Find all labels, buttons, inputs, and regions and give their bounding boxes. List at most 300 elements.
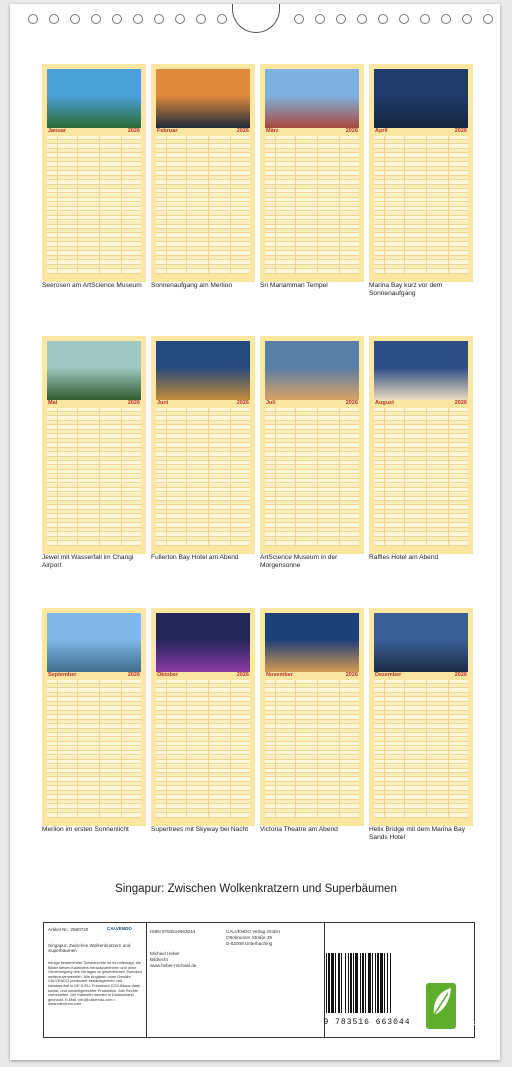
day-row bbox=[156, 145, 250, 149]
day-row bbox=[156, 221, 250, 225]
day-row bbox=[265, 207, 359, 211]
publisher-name: CALVENDO Verlag GmbH bbox=[226, 929, 280, 934]
barcode-bar bbox=[360, 953, 361, 1013]
barcode-bar bbox=[372, 953, 373, 1013]
month-year: 2026 bbox=[236, 400, 249, 406]
day-row bbox=[156, 430, 250, 434]
day-row bbox=[265, 221, 359, 225]
day-row bbox=[374, 435, 468, 439]
day-row bbox=[265, 247, 359, 251]
day-row bbox=[374, 444, 468, 448]
day-row bbox=[374, 510, 468, 514]
day-row bbox=[156, 181, 250, 185]
day-row bbox=[156, 163, 250, 167]
day-row bbox=[156, 756, 250, 760]
day-row bbox=[156, 800, 250, 804]
day-row bbox=[265, 145, 359, 149]
day-row bbox=[374, 475, 468, 479]
day-row bbox=[47, 493, 141, 497]
month-name: Dezember bbox=[375, 672, 402, 678]
day-row bbox=[374, 412, 468, 416]
day-row bbox=[47, 448, 141, 452]
grid-column-line bbox=[317, 680, 318, 818]
grid-column-line bbox=[77, 680, 78, 818]
legal-notice: Infolge bestehender Schutzrechte ist es untersagt, die Bilder dieses Kalenders herauszutrennen und ohne Genehmigung des Verlages zu gewerblichen Zwecken weiterzuverwenden. Alle Angaben ohne Gewähr. CALVENDO produziert bedarfsgerecht und klimaneutral in DE & EU. Prominent CO2-Bilanz dank sozial- und umweltgerechter Produktion. Alle Rechte vorbehalten. Die Kalender werden in Deutschland gedruckt. E-Mail: info@calvendo.com • www.calvendo.com bbox=[48, 960, 142, 1007]
month-block bbox=[151, 336, 255, 554]
day-row bbox=[374, 198, 468, 202]
article-number: Artikel Nr.: 2960720 bbox=[48, 927, 89, 932]
grid-column-line bbox=[121, 680, 122, 818]
grid-column-line bbox=[404, 136, 405, 274]
day-row bbox=[374, 149, 468, 153]
day-row bbox=[156, 408, 250, 412]
day-row bbox=[47, 181, 141, 185]
day-row bbox=[374, 256, 468, 260]
day-row bbox=[47, 234, 141, 238]
day-row bbox=[374, 234, 468, 238]
day-row bbox=[47, 247, 141, 251]
month-photo bbox=[265, 341, 359, 400]
grid-column-line bbox=[166, 408, 167, 546]
day-row bbox=[47, 756, 141, 760]
day-row bbox=[47, 484, 141, 488]
month-year: 2026 bbox=[127, 128, 140, 134]
day-row bbox=[47, 475, 141, 479]
month-photo bbox=[374, 613, 468, 672]
month-name: März bbox=[266, 128, 279, 134]
day-row bbox=[265, 140, 359, 144]
day-row bbox=[47, 725, 141, 729]
day-row bbox=[265, 791, 359, 795]
barcode-bar bbox=[350, 953, 352, 1013]
day-row bbox=[156, 216, 250, 220]
day-row bbox=[374, 265, 468, 269]
day-row bbox=[47, 524, 141, 528]
day-grid bbox=[265, 408, 359, 546]
binding-hole bbox=[336, 14, 346, 24]
day-row bbox=[47, 198, 141, 202]
month-name: August bbox=[375, 400, 394, 406]
day-row bbox=[374, 417, 468, 421]
day-row bbox=[156, 488, 250, 492]
publisher-city: D-82008 Unterhaching bbox=[226, 941, 273, 946]
day-row bbox=[47, 542, 141, 546]
day-row bbox=[47, 172, 141, 176]
day-row bbox=[374, 733, 468, 737]
month-caption: Victoria Theatre am Abend bbox=[260, 826, 338, 833]
day-row bbox=[156, 421, 250, 425]
day-row bbox=[47, 154, 141, 158]
author-website: www.heber-michael.de bbox=[150, 963, 197, 968]
barcode-bar bbox=[387, 953, 388, 1013]
day-row bbox=[156, 189, 250, 193]
day-row bbox=[265, 542, 359, 546]
day-row bbox=[265, 809, 359, 813]
day-row bbox=[47, 689, 141, 693]
month-year: 2026 bbox=[345, 400, 358, 406]
binding-hole bbox=[133, 14, 143, 24]
day-row bbox=[156, 760, 250, 764]
day-row bbox=[374, 742, 468, 746]
day-row bbox=[47, 194, 141, 198]
day-row bbox=[265, 417, 359, 421]
day-row bbox=[265, 203, 359, 207]
day-row bbox=[156, 439, 250, 443]
day-row bbox=[374, 773, 468, 777]
day-row bbox=[374, 430, 468, 434]
day-row bbox=[47, 444, 141, 448]
barcode-bar bbox=[331, 953, 334, 1013]
day-row bbox=[156, 470, 250, 474]
day-row bbox=[47, 738, 141, 742]
grid-column-line bbox=[295, 408, 296, 546]
month-block bbox=[42, 608, 146, 826]
day-row bbox=[47, 796, 141, 800]
day-row bbox=[265, 261, 359, 265]
month-photo bbox=[156, 69, 250, 128]
month-caption: Merlion im ersten Sonnenlicht bbox=[42, 826, 129, 833]
month-name: Juli bbox=[266, 400, 276, 406]
day-row bbox=[265, 528, 359, 532]
month-caption: Jewel mit Wasserfall im Changi Airport bbox=[42, 554, 134, 569]
day-grid bbox=[47, 680, 141, 818]
month-header bbox=[374, 672, 468, 679]
day-row bbox=[156, 747, 250, 751]
month-year: 2026 bbox=[236, 128, 249, 134]
day-row bbox=[374, 203, 468, 207]
month-caption: Raffles Hotel am Abend bbox=[369, 554, 439, 561]
day-row bbox=[47, 145, 141, 149]
day-row bbox=[374, 796, 468, 800]
day-row bbox=[265, 524, 359, 528]
day-row bbox=[265, 163, 359, 167]
day-row bbox=[156, 805, 250, 809]
day-row bbox=[47, 430, 141, 434]
day-row bbox=[374, 693, 468, 697]
day-row bbox=[47, 707, 141, 711]
grid-column-line bbox=[275, 680, 276, 818]
grid-column-line bbox=[186, 408, 187, 546]
binding-hole bbox=[378, 14, 388, 24]
month-year: 2026 bbox=[345, 672, 358, 678]
day-row bbox=[156, 154, 250, 158]
day-row bbox=[265, 698, 359, 702]
day-row bbox=[156, 265, 250, 269]
barcode-bar bbox=[348, 953, 349, 1013]
month-photo bbox=[374, 69, 468, 128]
day-row bbox=[374, 528, 468, 532]
day-row bbox=[156, 435, 250, 439]
day-row bbox=[156, 791, 250, 795]
day-row bbox=[156, 475, 250, 479]
day-row bbox=[156, 733, 250, 737]
day-row bbox=[265, 765, 359, 769]
day-row bbox=[265, 773, 359, 777]
grid-column-line bbox=[384, 136, 385, 274]
month-caption: Sonnenaufgang am Merlion bbox=[151, 282, 233, 289]
day-grid bbox=[156, 136, 250, 274]
month-photo bbox=[374, 341, 468, 400]
day-row bbox=[156, 457, 250, 461]
day-row bbox=[47, 778, 141, 782]
day-row bbox=[374, 252, 468, 256]
day-row bbox=[47, 421, 141, 425]
day-row bbox=[47, 176, 141, 180]
day-row bbox=[265, 742, 359, 746]
day-row bbox=[47, 238, 141, 242]
day-row bbox=[47, 528, 141, 532]
grid-column-line bbox=[208, 680, 209, 818]
day-row bbox=[156, 229, 250, 233]
month-caption: Supertrees mit Skyway bei Nacht bbox=[151, 826, 249, 833]
day-row bbox=[374, 778, 468, 782]
day-row bbox=[47, 787, 141, 791]
binding-hole bbox=[441, 14, 451, 24]
day-grid bbox=[374, 680, 468, 818]
day-grid bbox=[156, 680, 250, 818]
day-row bbox=[374, 172, 468, 176]
day-row bbox=[156, 698, 250, 702]
day-row bbox=[156, 778, 250, 782]
day-row bbox=[47, 207, 141, 211]
day-row bbox=[47, 216, 141, 220]
day-row bbox=[374, 769, 468, 773]
day-row bbox=[156, 412, 250, 416]
binding-hole bbox=[196, 14, 206, 24]
day-row bbox=[47, 426, 141, 430]
day-row bbox=[374, 756, 468, 760]
month-name: November bbox=[266, 672, 293, 678]
binding-hole bbox=[483, 14, 493, 24]
day-row bbox=[47, 243, 141, 247]
day-row bbox=[156, 256, 250, 260]
day-row bbox=[156, 809, 250, 813]
day-row bbox=[265, 707, 359, 711]
month-header bbox=[156, 128, 250, 135]
day-row bbox=[47, 805, 141, 809]
day-row bbox=[47, 809, 141, 813]
day-row bbox=[265, 769, 359, 773]
day-row bbox=[156, 537, 250, 541]
day-row bbox=[374, 805, 468, 809]
day-row bbox=[156, 711, 250, 715]
day-row bbox=[374, 680, 468, 684]
day-row bbox=[374, 809, 468, 813]
day-row bbox=[156, 243, 250, 247]
day-row bbox=[265, 270, 359, 274]
day-row bbox=[374, 765, 468, 769]
day-row bbox=[47, 163, 141, 167]
month-name: April bbox=[375, 128, 388, 134]
day-row bbox=[374, 238, 468, 242]
month-name: September bbox=[48, 672, 77, 678]
day-row bbox=[156, 742, 250, 746]
barcode-bar bbox=[345, 953, 346, 1013]
day-row bbox=[374, 760, 468, 764]
grid-column-line bbox=[448, 136, 449, 274]
day-row bbox=[156, 158, 250, 162]
day-row bbox=[374, 408, 468, 412]
day-row bbox=[156, 212, 250, 216]
month-year: 2026 bbox=[454, 672, 467, 678]
isbn: ISBN 9783516663044 bbox=[150, 929, 196, 934]
day-row bbox=[374, 229, 468, 233]
month-block bbox=[260, 336, 364, 554]
month-block bbox=[369, 336, 473, 554]
day-row bbox=[156, 738, 250, 742]
day-row bbox=[47, 510, 141, 514]
day-row bbox=[47, 729, 141, 733]
day-row bbox=[374, 702, 468, 706]
day-row bbox=[156, 261, 250, 265]
barcode-bar bbox=[338, 953, 340, 1013]
day-row bbox=[374, 488, 468, 492]
month-photo bbox=[156, 613, 250, 672]
day-row bbox=[47, 149, 141, 153]
day-row bbox=[156, 814, 250, 818]
day-row bbox=[265, 430, 359, 434]
grid-column-line bbox=[295, 136, 296, 274]
day-row bbox=[374, 537, 468, 541]
grid-column-line bbox=[384, 408, 385, 546]
day-row bbox=[156, 689, 250, 693]
month-year: 2026 bbox=[345, 128, 358, 134]
day-row bbox=[265, 497, 359, 501]
day-row bbox=[47, 256, 141, 260]
day-row bbox=[374, 163, 468, 167]
day-row bbox=[156, 167, 250, 171]
barcode-bar bbox=[390, 953, 391, 1013]
day-grid bbox=[374, 136, 468, 274]
binding-hole bbox=[420, 14, 430, 24]
day-row bbox=[47, 506, 141, 510]
day-row bbox=[265, 716, 359, 720]
day-row bbox=[47, 225, 141, 229]
month-header bbox=[265, 128, 359, 135]
day-row bbox=[265, 229, 359, 233]
month-name: Oktober bbox=[157, 672, 179, 678]
day-row bbox=[47, 212, 141, 216]
day-row bbox=[374, 140, 468, 144]
day-row bbox=[156, 796, 250, 800]
day-row bbox=[265, 702, 359, 706]
day-row bbox=[47, 716, 141, 720]
day-row bbox=[265, 167, 359, 171]
month-photo bbox=[47, 69, 141, 128]
day-row bbox=[374, 515, 468, 519]
day-row bbox=[156, 707, 250, 711]
month-caption: Helix Bridge mit dem Marina Bay Sands Hotel bbox=[369, 826, 466, 841]
binding-hole bbox=[175, 14, 185, 24]
day-row bbox=[374, 497, 468, 501]
grid-column-line bbox=[99, 136, 100, 274]
month-year: 2026 bbox=[127, 672, 140, 678]
day-row bbox=[374, 791, 468, 795]
binding-hole bbox=[91, 14, 101, 24]
day-row bbox=[47, 466, 141, 470]
day-row bbox=[156, 185, 250, 189]
day-row bbox=[265, 234, 359, 238]
month-name: Mai bbox=[48, 400, 58, 406]
day-row bbox=[156, 194, 250, 198]
day-row bbox=[265, 725, 359, 729]
day-row bbox=[265, 533, 359, 537]
day-row bbox=[156, 765, 250, 769]
grid-column-line bbox=[426, 680, 427, 818]
month-year: 2026 bbox=[236, 672, 249, 678]
day-row bbox=[265, 720, 359, 724]
grid-column-line bbox=[230, 408, 231, 546]
day-row bbox=[374, 225, 468, 229]
day-row bbox=[47, 261, 141, 265]
day-row bbox=[156, 506, 250, 510]
divider bbox=[146, 923, 147, 1037]
day-row bbox=[156, 238, 250, 242]
day-row bbox=[47, 769, 141, 773]
day-row bbox=[156, 426, 250, 430]
day-row bbox=[156, 515, 250, 519]
day-row bbox=[374, 136, 468, 140]
day-row bbox=[374, 501, 468, 505]
day-row bbox=[47, 167, 141, 171]
grid-column-line bbox=[317, 408, 318, 546]
month-header bbox=[156, 400, 250, 407]
day-row bbox=[156, 510, 250, 514]
day-row bbox=[47, 533, 141, 537]
grid-column-line bbox=[208, 408, 209, 546]
month-caption: ArtScience Museum in der Morgensonne bbox=[260, 554, 338, 569]
day-row bbox=[47, 751, 141, 755]
day-row bbox=[374, 247, 468, 251]
month-photo bbox=[265, 69, 359, 128]
day-row bbox=[265, 435, 359, 439]
month-photo bbox=[265, 613, 359, 672]
barcode-bar bbox=[362, 953, 364, 1013]
month-year: 2026 bbox=[454, 400, 467, 406]
day-row bbox=[47, 742, 141, 746]
day-row bbox=[47, 470, 141, 474]
day-row bbox=[156, 417, 250, 421]
grid-column-line bbox=[404, 680, 405, 818]
day-row bbox=[265, 680, 359, 684]
month-photo bbox=[47, 613, 141, 672]
day-row bbox=[265, 136, 359, 140]
day-row bbox=[374, 542, 468, 546]
barcode-bar bbox=[384, 953, 385, 1013]
day-row bbox=[47, 800, 141, 804]
grid-column-line bbox=[295, 680, 296, 818]
day-row bbox=[374, 194, 468, 198]
binding-hole bbox=[217, 14, 227, 24]
eco-label: eco bbox=[465, 1021, 477, 1027]
day-row bbox=[374, 181, 468, 185]
binding-hole bbox=[357, 14, 367, 24]
month-header bbox=[374, 128, 468, 135]
day-row bbox=[156, 684, 250, 688]
grid-column-line bbox=[404, 408, 405, 546]
day-row bbox=[47, 765, 141, 769]
day-row bbox=[156, 466, 250, 470]
day-row bbox=[374, 466, 468, 470]
day-row bbox=[47, 439, 141, 443]
day-row bbox=[156, 252, 250, 256]
binding-hole bbox=[49, 14, 59, 24]
day-row bbox=[374, 484, 468, 488]
day-row bbox=[156, 702, 250, 706]
month-header bbox=[374, 400, 468, 407]
day-row bbox=[374, 461, 468, 465]
day-row bbox=[47, 417, 141, 421]
